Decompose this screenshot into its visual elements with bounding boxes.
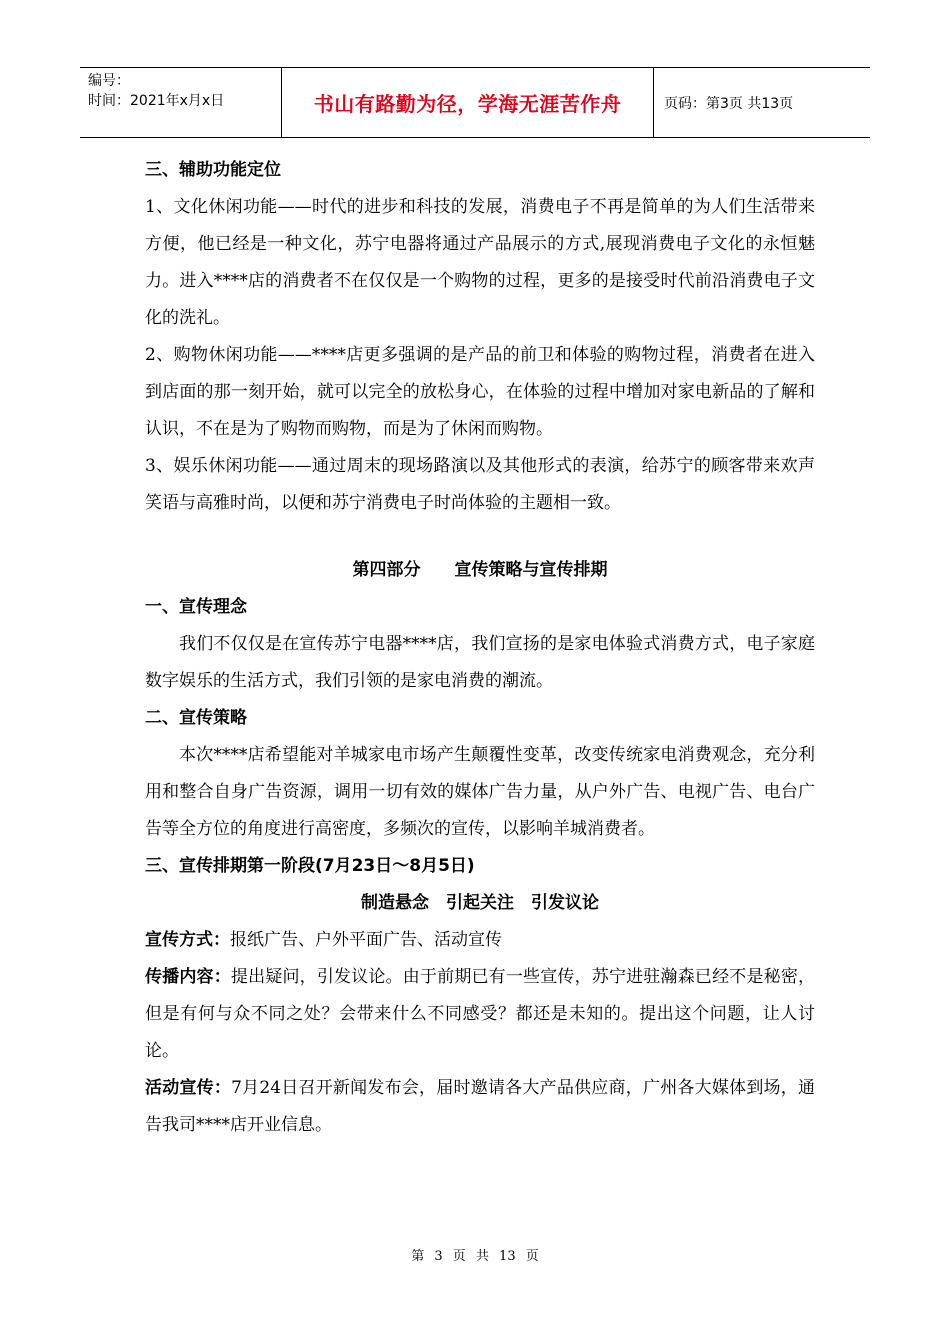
phase-slogan: 制造悬念 引起关注 引发议论: [361, 893, 599, 913]
part4-paragraph-2: 本次****店希望能对羊城家电市场产生颠覆性变革，改变传统家电消费观念，充分利用和整合自身广告资源，调用一切有效的媒体广告力量，从户外广告、电视广告、电台广告等全方位的角度进行高密度，多频次的宣传，以影响羊城消费者。: [145, 745, 815, 839]
part4-title: 第四部分 宣传策略与宣传排期: [352, 560, 608, 580]
page-header: [80, 67, 870, 138]
promotion-content: [145, 959, 815, 1070]
promotion-event-label: 活动宣传：: [145, 1078, 232, 1098]
header-number-label: 编号：: [88, 73, 130, 89]
section3-paragraph-3: 3、娱乐休闲功能——通过周末的现场路演以及其他形式的表演，给苏宁的顾客带来欢声笑语与高雅时尚，以便和苏宁消费电子时尚体验的主题相一致。: [145, 456, 815, 513]
promotion-mode-text: 报纸广告、户外平面广告、活动宣传: [230, 930, 502, 950]
header-slogan: 书山有路勤为径，学海无涯苦作舟: [282, 68, 654, 137]
part4-paragraph-1: 我们不仅仅是在宣传苏宁电器****店，我们宣扬的是家电体验式消费方式，电子家庭数字娱乐的生活方式，我们引领的是家电消费的潮流。: [145, 634, 815, 691]
promotion-mode-label: 宣传方式：: [145, 930, 230, 950]
spacer: [145, 522, 815, 552]
section3-title: 三、辅助功能定位: [145, 160, 281, 180]
promotion-content-text: 提出疑问，引发议论。由于前期已有一些宣传，苏宁进驻瀚森已经不是秘密，但是有何与众不同之处？会带来什么不同感受？都还是未知的。提出这个问题，让人讨论。: [145, 967, 815, 1061]
part4-heading-3: 三、宣传排期第一阶段(7月23日～8月5日): [145, 856, 475, 876]
promotion-mode: [145, 922, 815, 959]
promotion-content-label: 传播内容：: [145, 967, 231, 987]
document-body: [145, 152, 815, 1144]
page-footer: 第 3 页 共 13 页: [411, 1249, 539, 1264]
header-page-code: 页码：第3页 共13页: [664, 95, 794, 112]
part4-heading-1: 一、宣传理念: [145, 597, 247, 617]
section3-paragraph-2: 2、购物休闲功能——****店更多强调的是产品的前卫和体验的购物过程，消费者在进入到店面的那一刻开始，就可以完全的放松身心，在体验的过程中增加对家电新品的了解和认识，不在是为了购物而购物，而是为了休闲而购物。: [145, 345, 815, 439]
promotion-event-text: 7月24日召开新闻发布会，届时邀请各大产品供应商，广州各大媒体到场，通告我司****店开业信息。: [145, 1078, 815, 1135]
section3-paragraph-1: 1、文化休闲功能——时代的进步和科技的发展，消费电子不再是简单的为人们生活带来方便，他已经是一种文化，苏宁电器将通过产品展示的方式,展现消费电子文化的永恒魅力。进入****店的消费者不在仅仅是一个购物的过程，更多的是接受时代前沿消费电子文化的洗礼。: [145, 197, 815, 328]
header-time-label: 时间：2021年x月x日: [88, 93, 225, 109]
header-meta: [80, 68, 282, 137]
part4-heading-2: 二、宣传策略: [145, 708, 247, 728]
promotion-event: [145, 1070, 815, 1144]
